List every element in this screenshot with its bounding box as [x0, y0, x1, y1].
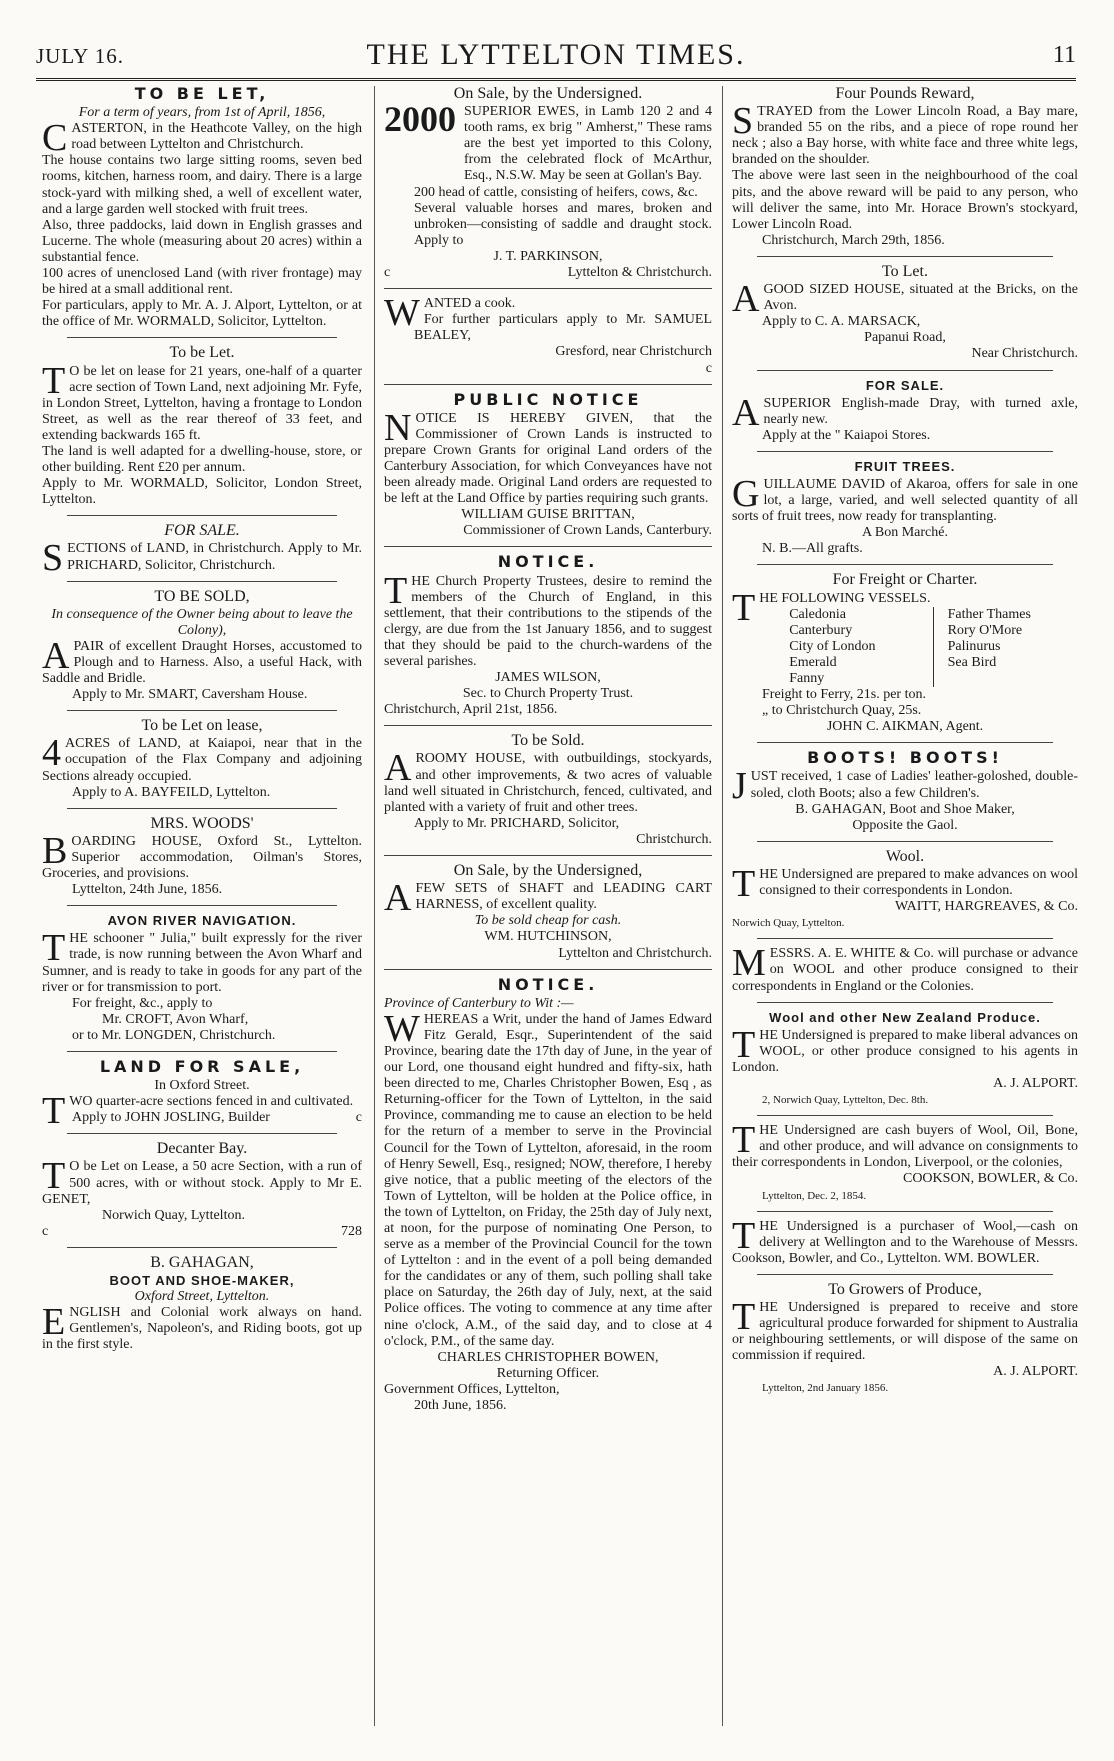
- column-3: [732, 86, 1078, 1401]
- divider: [384, 384, 712, 385]
- ad-body: TO be Let on Lease, a 50 acre Section, with a run of 500 acres, with or without stock. Apply to Mr E. GENET,: [42, 1155, 362, 1207]
- ad-title: To Growers of Produce,: [828, 1280, 982, 1298]
- ad-growers: [732, 1282, 1078, 1397]
- ad-title: PUBLIC NOTICE: [453, 389, 643, 409]
- ad-subtitle: In consequence of the Owner being about to leave the Colony),: [51, 606, 353, 638]
- divider: [384, 725, 712, 726]
- ad-signature: WILLIAM GUISE BRITTAN,: [461, 507, 635, 523]
- ad-contact: Apply to Mr. PRICHARD, Solicitor,: [414, 815, 620, 831]
- ad-location: Gresford, near Christchurch: [555, 344, 712, 360]
- divider: [67, 1247, 337, 1248]
- divider: [67, 1051, 337, 1052]
- ad-body: ENGLISH and Colonial work always on hand. Gentlemen's, Napoleon's, and Riding boots, got up in the first style.: [42, 1301, 362, 1353]
- ad-subtitle: In Oxford Street.: [154, 1078, 250, 1094]
- ad-body: Apply to Mr. SMART, Caversham House.: [72, 687, 308, 703]
- ad-title: NOTICE.: [497, 552, 599, 572]
- ad-body: GUILLAUME DAVID of Akaroa, offers for sale in one lot, a large, varied, and well selected quantity of all sorts of fruit trees, now ready for transplanting.: [732, 472, 1078, 525]
- ad-location: Papanui Road,: [864, 330, 946, 346]
- vessel-name: Sea Bird: [947, 654, 997, 670]
- ad-body: „ to Christchurch Quay, 25s.: [762, 703, 922, 719]
- ad-title: Wool.: [885, 847, 925, 865]
- ad-signature-title: Returning Officer.: [496, 1365, 600, 1381]
- ad-body: 200 head of cattle, consisting of heifers, cows, &c.: [414, 184, 698, 200]
- ad-location: Near Christchurch.: [971, 346, 1078, 362]
- ad-signature: CHARLES CHRISTOPHER BOWEN,: [437, 1349, 659, 1365]
- ad-body: A Bon Marché.: [862, 525, 948, 541]
- ad-body: THE Undersigned is a purchaser of Wool,—cash on delivery at Wellington and to the Warehouse of Messrs. Cookson, Bowler, and Co., Lyttelton. WM. BOWLER.: [732, 1214, 1078, 1266]
- ad-signature: COOKSON, BOWLER, & Co.: [902, 1171, 1078, 1187]
- divider: [67, 808, 337, 809]
- ad-title: NOTICE.: [497, 974, 599, 994]
- divider: [384, 969, 712, 970]
- ad-contact: J. T. PARKINSON,: [493, 248, 603, 264]
- ad-title: TO BE LET,: [134, 84, 270, 103]
- ad-lead: [384, 99, 712, 184]
- ad-body: THE Undersigned are prepared to make advances on wool consigned to their correspondents in London.: [732, 862, 1078, 905]
- ad-body: N. B.—All grafts.: [762, 541, 863, 557]
- ad-title: For Freight or Charter.: [832, 571, 978, 589]
- ad-body: To be sold cheap for cash.: [474, 913, 622, 929]
- ad-boots: [732, 750, 1078, 833]
- ad-church-notice: [384, 554, 712, 718]
- divider: [757, 1211, 1053, 1212]
- ad-title: On Sale, by the Undersigned.: [453, 85, 643, 102]
- ad-contact: [384, 265, 712, 281]
- ad-cookson-bowler: [732, 1119, 1078, 1203]
- ad-footer: [42, 1224, 362, 1240]
- vessel-name: Fanny: [789, 671, 933, 687]
- ad-body: APAIR of excellent Draught Horses, accustomed to Plough and to Harness. Also, a useful Hack, with Saddle and Bridle.: [42, 634, 362, 687]
- divider: [67, 581, 337, 582]
- divider: [757, 256, 1053, 257]
- ad-decanter-bay: [42, 1141, 362, 1240]
- vessel-name: City of London: [789, 639, 933, 655]
- ad-signature: WAITT, HARGREAVES, & Co.: [894, 899, 1078, 915]
- ad-contact: Apply to C. A. MARSACK,: [762, 314, 921, 330]
- column-rule: [374, 86, 375, 1726]
- ad-subtitle: For a term of years, from 1st of April, 1856,: [78, 105, 326, 121]
- ad-body: CASTERTON, in the Heathcote Valley, on the high road between Lyttelton and Christchurch.: [42, 117, 362, 160]
- ad-body: WHEREAS a Writ, under the hand of James Edward Fitz Gerald, Esqr., Superintendent of the said Province, bearing date the 17th day of June, in the year of our Lord, one thousand eight hundred and fifty-six, hath been directed to me, Charles Christopher Bowen, Esq , as Returning-officer for the Town of Lyttelton, in the said Province, commanding me to cause an election to be held for the return of a member to serve in the Provincial Council for the Town of Lyttelton, aforesaid, in the room of Henry Sewell, Esq., resigned; NOW, therefore, I hereby give notice, that a public meeting of the electors of the Town of Lyttelton, will be holden at the Police office, in the town of Lyttelton, on Friday, the 25th day of July next, at noon, for the purpose of nominating One Person, to serve as a member of the Provincial Council for the town of Lyttelton : and in the event of a poll being demanded for the candidates or any of them, such polling shall take place on Saturday, the 26th day of July, next, at the said Police offices. The voting to commence at any time after nine o'clock, A.M., of the said day, and to close at 4 o'clock, P.M., of the same day.: [384, 1007, 712, 1349]
- ad-date: 2, Norwich Quay, Lyttelton, Dec. 8th.: [762, 1094, 929, 1107]
- ad-title: AVON RIVER NAVIGATION.: [107, 913, 297, 929]
- ad-reward: [732, 86, 1078, 249]
- divider: [384, 546, 712, 547]
- divider: [67, 710, 337, 711]
- vessel-name: Caledonia: [789, 607, 933, 623]
- ad-body: JUST received, 1 case of Ladies' leather-goloshed, double-soled, cloth Boots; also a few Children's.: [732, 765, 1078, 808]
- ad-contact: Apply at the " Kaiapoi Stores.: [762, 427, 931, 443]
- ad-body: Several valuable horses and mares, broken and unbroken—consisting of saddle and draught stock. Apply to: [414, 200, 712, 248]
- divider: [757, 1274, 1053, 1275]
- ad-signature: JOHN C. AIKMAN, Agent.: [826, 719, 984, 735]
- ad-wm-bowler: [732, 1214, 1078, 1267]
- ad-body: THE Undersigned is prepared to receive and store agricultural produce forwarded for shipment to Australia or neighbouring settlements, or will dispose of the same on commission if required.: [732, 1296, 1078, 1364]
- ad-title: MRS. WOODS': [150, 814, 254, 832]
- ad-body: For particulars, apply to Mr. A. J. Alport, Lyttelton, or at the office of Mr. WORMALD, Solicitor, Lyttelton.: [42, 298, 362, 330]
- ad-body: BOARDING HOUSE, Oxford St., Lyttelton. Superior accommodation, Oilman's Stores, Groceries, and provisions.: [42, 829, 362, 882]
- ad-body: SECTIONS of LAND, in Christchurch. Apply to Mr. PRICHARD, Solicitor, Christchurch.: [42, 537, 362, 580]
- ad-white-co: [732, 942, 1078, 994]
- ad-title: B. GAHAGAN,: [150, 1253, 254, 1271]
- ad-body: AROOMY HOUSE, with outbuildings, stockyards, and other improvements, & two acres of valuable land well situated in Christchurch, fenced, cultivated, and planted with a variety of fruit and other trees.: [384, 747, 712, 815]
- ad-body: Apply to A. BAYFEILD, Lyttelton.: [72, 784, 271, 800]
- ad-body: 4ACRES of LAND, at Kaiapoi, near that in the occupation of the Flax Company and adjoining Sections already occupied.: [42, 732, 362, 784]
- ad-body: THE schooner " Julia," built expressly for the river trade, is now running between the Avon Wharf and Sumner, and is ready to take in goods for any part of the river or for transmission to port.: [42, 927, 362, 995]
- divider: [757, 841, 1053, 842]
- ad-location: Government Offices, Lyttelton,: [384, 1381, 560, 1397]
- ad-body: ASUPERIOR English-made Dray, with turned axle, nearly new.: [732, 391, 1078, 434]
- ad-body: THE Church Property Trustees, desire to remind the members of the Church of England, in this settlement, that their contributions to the stipends of the clergy, are due from the 1st January 1856, and to suggest that they should be paid to the church-wardens of the several parishes.: [384, 569, 712, 669]
- ad-writ-notice: [384, 974, 712, 1415]
- ad-title: On Sale, by the Undersigned,: [453, 862, 643, 880]
- ad-location: Lyttelton & Christchurch.: [567, 265, 712, 281]
- ad-title: LAND FOR SALE,: [99, 1056, 305, 1076]
- divider: [384, 288, 712, 289]
- ad-fruit-trees: [732, 459, 1078, 558]
- ad-number: 728: [341, 1223, 362, 1239]
- ad-big-number: 2000: [384, 99, 456, 140]
- ad-date: Christchurch, April 21st, 1856.: [384, 702, 558, 718]
- ad-cook-wanted: [384, 292, 712, 376]
- ad-body: TWO quarter-acre sections fenced in and cultivated.: [42, 1090, 354, 1133]
- ad-location: Christchurch.: [636, 831, 712, 847]
- ad-location: Norwich Quay, Lyttelton.: [732, 917, 845, 930]
- ad-body: The house contains two large sitting rooms, seven bed rooms, kitchen, harness room, and dairy. There is a large stock-yard with milking shed, a well of excellent water, and a large garden well stocked with fruit trees.: [42, 153, 362, 217]
- ad-body: For further particulars apply to Mr. SAMUEL BEALEY,: [414, 312, 712, 344]
- issue-date: JULY 16.: [36, 44, 124, 68]
- ad-title: To be Let.: [169, 344, 235, 362]
- ad-body: NOTICE IS HEREBY GIVEN, that the Commissioner of Crown Lands is instructed to prepare Crown Grants for original Land orders of the Canterbury Association, for which Conveyances have not been already made. Original Land orders are requested to be left at the Land Office by parties requiring such grants.: [384, 406, 712, 507]
- ad-body: TO be let on lease for 21 years, one-half of a quarter acre section of Town Land, next adjoining Mr. Fyfe, in London Street, Lyttelton, having a frontage to London Street, as well as the rear thereof of 33 feet, and extending backwards 165 ft.: [42, 359, 362, 443]
- ad-mark: c: [705, 360, 712, 376]
- divider: [757, 742, 1053, 743]
- ad-title: To be Sold.: [511, 732, 585, 750]
- ad-title: Wool and other New Zealand Produce.: [769, 1009, 1041, 1025]
- ad-to-let-house: [732, 264, 1078, 363]
- divider: [67, 905, 337, 906]
- vessel-name: Canterbury: [789, 623, 933, 639]
- ad-to-be-let: [42, 345, 362, 508]
- newspaper-title: THE LYTTELTON TIMES.: [366, 38, 746, 71]
- column-1: [42, 86, 362, 1357]
- ad-address: Oxford Street, Lyttelton.: [134, 1289, 270, 1305]
- ad-date: Lyttelton, Dec. 2, 1854.: [762, 1189, 867, 1202]
- ad-body: MESSRS. A. E. WHITE & Co. will purchase or advance on WOOL and other produce consigned to their correspondents in England or the Colonies.: [732, 942, 1078, 994]
- vessel-name: Father Thames: [947, 606, 1031, 622]
- ad-title: To be Let on lease,: [141, 717, 263, 735]
- ad-date: 20th June, 1856.: [414, 1398, 507, 1414]
- vessel-list: [759, 607, 1078, 687]
- ad-body: or to Mr. LONGDEN, Christchurch.: [72, 1027, 276, 1043]
- ad-harness: [384, 863, 712, 962]
- ad-kaiapoi-land: [42, 718, 362, 800]
- ad-title: Decanter Bay.: [156, 1140, 248, 1158]
- ad-title: TO BE SOLD,: [154, 587, 250, 605]
- ad-subtitle: BOOT AND SHOE-MAKER,: [109, 1273, 295, 1288]
- ad-signature: A. J. ALPORT.: [993, 1075, 1078, 1091]
- vessel-name: Rory O'More: [947, 622, 1023, 638]
- ad-land-oxford-street: [42, 1056, 362, 1133]
- ad-casterton: [42, 86, 362, 330]
- ad-body: SUPERIOR EWES, in Lamb 120 2 and 4 tooth rams, ex brig " Amherst," These rams are the best yet imported to this Colony, from the celebrated flock of McArthur, Esq., N.S.W. May be seen at Gollan's Bay.: [464, 104, 712, 184]
- masthead-rule: [36, 78, 1076, 81]
- ad-signature-title: Sec. to Church Property Trust.: [462, 686, 634, 702]
- vessel-name: Palinurus: [947, 638, 1001, 654]
- ad-signature: JAMES WILSON,: [495, 670, 601, 686]
- ad-body: 100 acres of unenclosed Land (with river frontage) may be hired at a small additional rent.: [42, 266, 362, 298]
- ad-location: Opposite the Gaol.: [852, 817, 958, 833]
- ad-title: To Let.: [882, 262, 928, 280]
- divider: [67, 1133, 337, 1134]
- ad-subtitle: Province of Canterbury to Wit :—: [384, 995, 574, 1011]
- divider: [757, 564, 1053, 565]
- page-number: 11: [1052, 42, 1076, 68]
- ad-body: THE Undersigned are cash buyers of Wool, Oil, Bone, and other produce, and will advance on consignments to their correspondents in London, Liverpool, or the colonies,: [732, 1119, 1078, 1171]
- ad-title: FOR SALE.: [865, 377, 945, 393]
- ad-date: Lyttelton, 2nd January 1856.: [762, 1382, 889, 1395]
- ad-signature: A. J. ALPORT.: [993, 1364, 1078, 1380]
- ad-for-sale-sections: [42, 522, 362, 580]
- ad-mark: c: [384, 265, 391, 281]
- ad-roomy-house: [384, 733, 712, 848]
- ad-signature: WM. HUTCHINSON,: [484, 929, 612, 945]
- masthead: [36, 34, 1076, 74]
- ad-body: STRAYED from the Lower Lincoln Road, a Bay mare, branded 55 on the ribs, and a piece of rope round her neck ; also a Bay horse, with white face and three white legs, branded on the shoulder.: [732, 100, 1078, 168]
- ad-date: Lyttelton, 24th June, 1856.: [72, 882, 223, 898]
- divider: [757, 1115, 1053, 1116]
- divider: [757, 938, 1053, 939]
- ad-body: AGOOD SIZED HOUSE, situated at the Bricks, on the Avon.: [732, 278, 1078, 321]
- divider: [67, 337, 337, 338]
- column-2: [384, 86, 712, 1418]
- divider: [757, 451, 1053, 452]
- divider: [757, 370, 1053, 371]
- ad-body: Mr. CROFT, Avon Wharf,: [102, 1011, 249, 1027]
- ad-body: For freight, &c., apply to: [72, 995, 213, 1011]
- divider: [67, 515, 337, 516]
- ad-title: BOOTS! BOOTS!: [807, 748, 1003, 768]
- ad-title: FOR SALE.: [164, 522, 240, 540]
- ad-body: [42, 1110, 362, 1126]
- ad-body: Apply to Mr. WORMALD, Solicitor, London Street, Lyttelton.: [42, 476, 362, 508]
- column-rule: [722, 86, 723, 1726]
- ad-body: Freight to Ferry, 21s. per ton.: [762, 687, 926, 703]
- ad-body: AFEW SETS of SHAFT and LEADING CART HARNESS, of excellent quality.: [384, 877, 712, 920]
- ad-freight-charter: [732, 572, 1078, 735]
- ad-title: FRUIT TREES.: [854, 458, 956, 474]
- ad-title: Four Pounds Reward,: [835, 85, 975, 102]
- ad-mark: c: [355, 1110, 362, 1126]
- ad-body: Norwich Quay, Lyttelton.: [102, 1207, 245, 1223]
- vessel-name: Emerald: [789, 655, 933, 671]
- ad-body: The above were last seen in the neighbourhood of the coal pits, and the above reward will be paid to any person, who will deliver the same, into Mr. Horace Brown's stockyard, Lower Lincoln Road.: [732, 168, 1078, 232]
- ad-ewes: [384, 86, 712, 281]
- ad-signature: B. GAHAGAN, Boot and Shoe Maker,: [795, 801, 1015, 817]
- ad-signature-title: Commissioner of Crown Lands, Canterbury.: [463, 523, 712, 539]
- ad-avon-navigation: [42, 913, 362, 1044]
- ad-contact: Apply to JOHN JOSLING, Builder: [72, 1110, 270, 1126]
- ad-dray: [732, 378, 1078, 444]
- ad-gahagan: [42, 1255, 362, 1354]
- ad-boarding-house: [42, 816, 362, 898]
- ad-location: Lyttelton and Christchurch.: [558, 945, 712, 961]
- ad-mark: c: [42, 1223, 49, 1239]
- divider: [384, 855, 712, 856]
- ad-nz-produce: [732, 1010, 1078, 1109]
- ad-public-notice: [384, 389, 712, 540]
- ad-body: WANTED a cook.: [384, 292, 516, 335]
- ad-body: THE FOLLOWING VESSELS.: [732, 586, 931, 629]
- ad-body: The land is well adapted for a dwelling-house, store, or other building. Rent £20 per annum.: [42, 443, 362, 476]
- ad-body: THE Undersigned is prepared to make liberal advances on WOOL, or other produce consigned to his agents in London.: [732, 1023, 1078, 1075]
- ad-horses: [42, 589, 362, 704]
- ad-date: Christchurch, March 29th, 1856.: [762, 232, 945, 248]
- ad-wool-advances: [732, 849, 1078, 931]
- divider: [757, 1002, 1053, 1003]
- ad-body: Also, three paddocks, laid down in English grasses and Lucerne. The whole (measuring about 20 acres) within a substantial fence.: [42, 217, 362, 265]
- vessel-name: [934, 671, 1078, 687]
